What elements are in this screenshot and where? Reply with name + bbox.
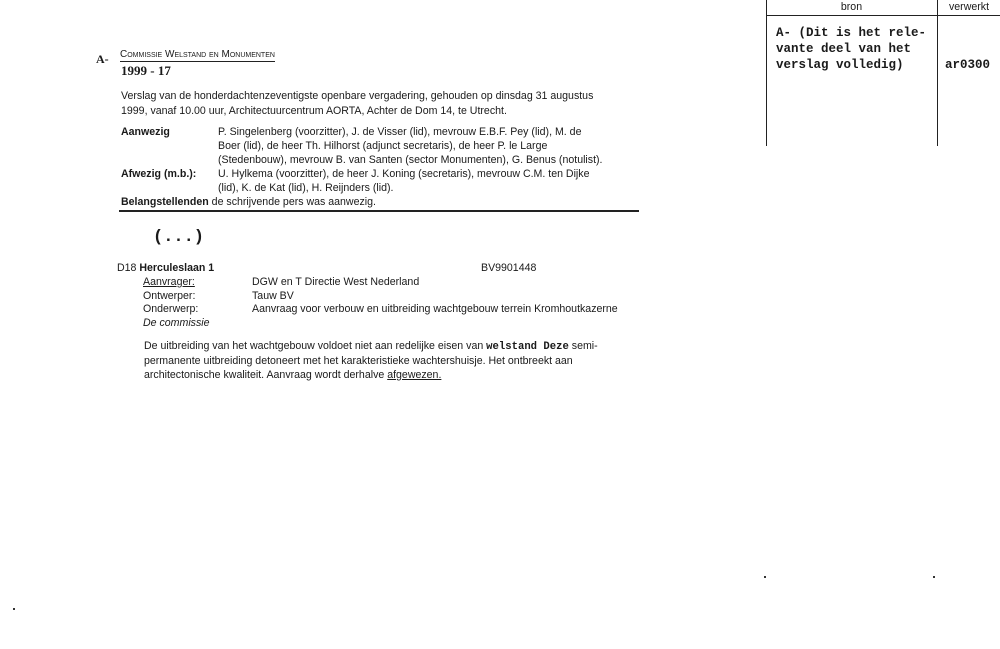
table-header-line — [766, 15, 1000, 16]
item-code: D18 — [117, 262, 137, 274]
item-heading — [117, 262, 214, 274]
commission-label: De commissie — [143, 316, 210, 329]
present-label: Aanwezig — [121, 126, 170, 138]
field-label: Ontwerper: — [143, 289, 196, 302]
body-text: De uitbreiding van het wachtgebouw voldoet niet aan redelijke eisen van — [144, 340, 487, 352]
interested-text: de schrijvende pers was aanwezig. — [211, 196, 376, 208]
absent-label: Afwezig (m.b.): — [121, 168, 197, 180]
field-row — [143, 276, 420, 290]
body-line — [144, 368, 598, 382]
bron-line: vante deel van het — [776, 42, 912, 56]
intro-line: Verslag van de honderdachtenzeventigste openbare vergadering, gehouden op dinsdag 31 augustus — [121, 90, 594, 102]
intro — [121, 89, 593, 118]
table-divider — [937, 0, 938, 146]
report-number: 1999 - 17 — [121, 63, 171, 78]
verwerkt-code: ar0300 — [945, 58, 991, 72]
item-address: Herculeslaan 1 — [139, 262, 215, 274]
bron-line: verslag volledig) — [776, 58, 904, 72]
field-value: Aanvraag voor verbouw en uitbreiding wachtgebouw terrein Kromhoutkazerne — [252, 303, 618, 315]
field-label: Onderwerp: — [143, 303, 199, 315]
item-ref: BV9901448 — [481, 262, 537, 274]
item-fields — [143, 276, 618, 330]
present-list — [218, 125, 603, 167]
field-label: Aanvrager: — [143, 276, 195, 288]
field-row — [143, 303, 618, 317]
present-line: P. Singelenberg (voorzitter), J. de Visser (lid), mevrouw E.B.F. Pey (lid), M. de — [218, 126, 582, 138]
intro-line: 1999, vanaf 10.00 uur, Architectuurcentrum AORTA, Achter de Dom 14, te Utrecht. — [121, 104, 507, 117]
bron-note — [776, 25, 926, 73]
field-row — [143, 289, 294, 304]
scan-speck — [933, 576, 935, 578]
scan-speck — [13, 608, 15, 610]
item-body — [144, 339, 598, 382]
interested — [121, 195, 376, 209]
body-line: permanente uitbreiding detoneert met het karakteristieke wachtershuisje. Het ontbreekt aan — [144, 355, 573, 367]
present-line: Boer (lid), de heer Th. Hilhorst (adjunct secretaris), de heer P. le Large — [218, 140, 548, 152]
header-bron: bron — [840, 1, 863, 13]
present-line: (Stedenbouw), mevrouw B. van Santen (sector Monumenten), G. Benus (notulist). — [218, 154, 603, 166]
org-name: Commissie Welstand en Monumenten — [120, 49, 275, 60]
table-border — [766, 0, 767, 146]
body-line — [144, 339, 598, 354]
scan-speck — [764, 576, 766, 578]
section-rule — [119, 210, 639, 212]
body-text: semi- — [568, 340, 598, 352]
decision: afgewezen. — [387, 369, 442, 381]
bron-line: A- (Dit is het rele- — [776, 26, 927, 40]
interested-label: Belangstellenden — [121, 196, 209, 208]
field-value: Tauw BV — [252, 289, 294, 302]
ellipsis: (...) — [153, 228, 205, 247]
field-value: DGW en T Directie West Nederland — [252, 276, 420, 288]
absent-list — [218, 167, 589, 195]
body-text: architectonische kwaliteit. Aanvraag wordt derhalve — [144, 369, 388, 381]
handwritten-correction: welstand Deze — [486, 341, 569, 353]
absent-line: (lid), K. de Kat (lid), H. Reijnders (lid). — [218, 182, 394, 194]
absent-line: U. Hylkema (voorzitter), de heer J. Koning (secretaris), mevrouw C.M. ten Dijke — [218, 168, 590, 180]
header-verwerkt: verwerkt — [948, 1, 990, 13]
margin-mark: A- — [96, 52, 109, 66]
